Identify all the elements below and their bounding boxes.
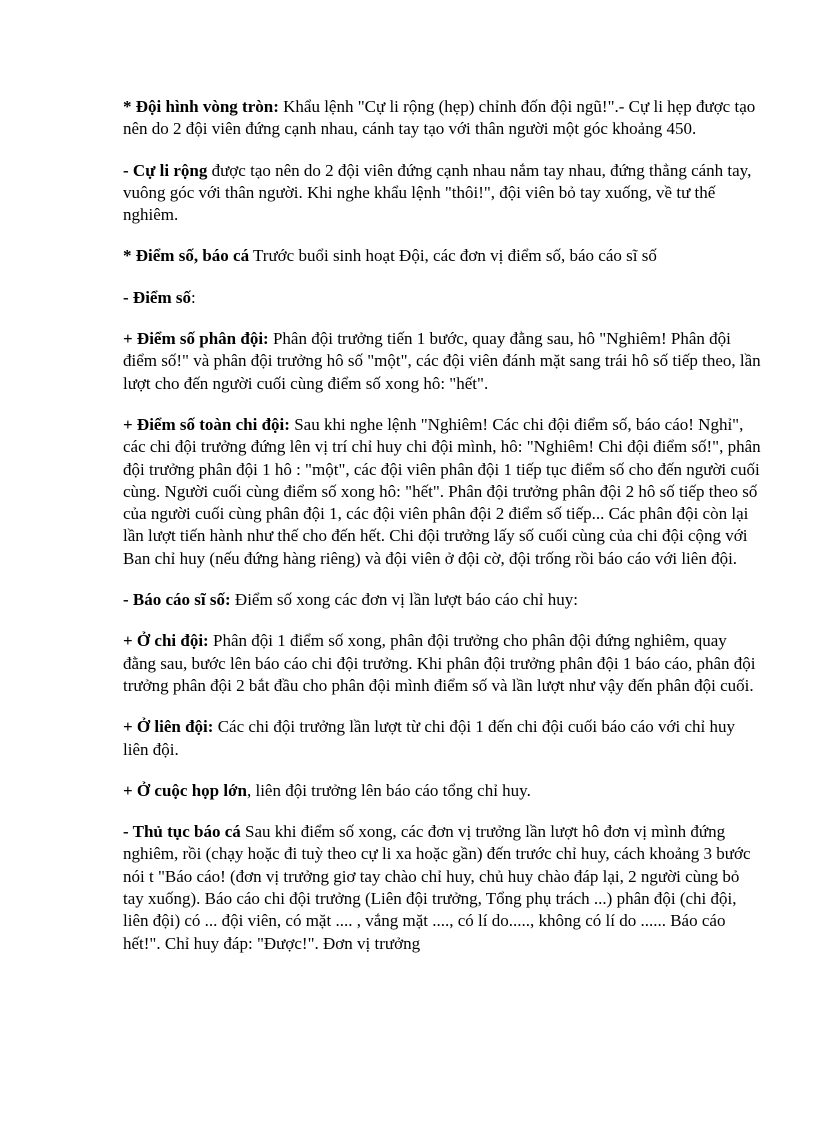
paragraph-heading: + Điểm số toàn chi đội: (123, 414, 290, 434)
paragraph-heading: * Đội hình vòng tròn: (123, 97, 279, 116)
paragraph-text: được tạo nên do 2 đội viên đứng cạnh nhau nắm tay nhau, đứng thẳng cánh tay, vuông góc với thân người. Khi nghe khẩu lệnh "thôi!", đội viên bỏ tay xuống, về tư thế nghiêm. (123, 160, 752, 225)
paragraph-heading: + Điểm số phân đội: (123, 329, 269, 349)
paragraph-text: Điểm số xong các đơn vị lần lượt báo cáo chỉ huy: (230, 590, 578, 610)
paragraph-doi-hinh-vong-tron (123, 96, 763, 141)
paragraph-text: Trước buổi sinh hoạt Đội, các đơn vị điểm số, báo cáo sĩ số (249, 246, 657, 266)
paragraph-o-lien-doi (123, 716, 763, 761)
paragraph-text: Phân đội 1 điểm số xong, phân đội trưởng cho phân đội đứng nghiêm, quay đằng sau, bước lên báo cáo chi đội trưởng. Khi phân đội trưởng phân đội 1 báo cáo, phân đội trưởng phân đội 2 bắt đầu cho phân đội mình điểm số và lần lượt như vậy đến phân đội cuối. (123, 631, 756, 695)
paragraph-text: Sau khi điểm số xong, các đơn vị trưởng lần lượt hô đơn vị mình đứng nghiêm, rồi (chạy hoặc đi tuỳ theo cự li xa hoặc gần) đến trước chỉ huy, cách khoảng 3 bước nói t "Báo cáo! (đơn vị trưởng giơ tay chào chỉ huy, chủ huy chào đáp lại, 2 người cùng bỏ tay xuống). Báo cáo chi đội trưởng (Liên đội trưởng, Tổng phụ trách ...) phân đội (chi đội, liên đội) có ... đội viên, có mặt .... , vắng mặt ...., có lí do....., không có lí do ...... Báo cáo hết!". Chỉ huy đáp: "Được!". Đơn vị trưởng (123, 822, 751, 953)
document-body (123, 96, 763, 974)
paragraph-heading: - Điểm số (123, 287, 191, 307)
paragraph-heading: - Thủ tục báo cá (123, 822, 241, 842)
paragraph-heading: + Ở cuộc họp lớn (123, 780, 247, 800)
paragraph-text: Khẩu lệnh "Cự li rộng (hẹp) chỉnh đốn đội ngũ!".- Cự li hẹp được tạo nên do 2 đội viên đứng cạnh nhau, cánh tay tạo với thân người một góc khoảng 450. (123, 97, 756, 139)
paragraph-diem-so-phan-doi (123, 328, 763, 395)
paragraph-thu-tuc-bao-cao (123, 821, 763, 955)
paragraph-heading: - Báo cáo sĩ số: (123, 590, 231, 610)
paragraph-cu-li-rong (123, 160, 763, 227)
paragraph-text: : (190, 287, 196, 307)
paragraph-heading: * Điểm số, báo cá (123, 246, 250, 266)
paragraph-text: Các chi đội trưởng lần lượt từ chi đội 1 đến chi đội cuối báo cáo với chỉ huy liên đội. (123, 717, 735, 759)
paragraph-diem-so (123, 287, 763, 309)
paragraph-diem-so-toan-chi-doi (123, 414, 763, 570)
paragraph-bao-cao-si-so (123, 589, 763, 611)
paragraph-text: , liên đội trưởng lên báo cáo tổng chỉ huy. (246, 780, 531, 800)
paragraph-o-cuoc-hop-lon (123, 780, 763, 802)
paragraph-text: Phân đội trưởng tiến 1 bước, quay đằng sau, hô "Nghiêm! Phân đội điểm số!" và phân đội trưởng hô số "một", các đội viên đánh mặt sang trái hô số tiếp theo, lần lượt cho đến người cuối cùng điểm số xong hô: "hết". (123, 329, 761, 393)
paragraph-o-chi-doi (123, 630, 763, 697)
paragraph-heading: - Cự li rộng (123, 160, 208, 180)
paragraph-heading: + Ở liên đội: (123, 717, 214, 737)
paragraph-heading: + Ở chi đội: (123, 631, 209, 651)
paragraph-text: Sau khi nghe lệnh "Nghiêm! Các chi đội điểm số, báo cáo! Nghỉ", các chi đội trưởng đứng lên vị trí chỉ huy chi đội mình, hô: "Nghiêm! Chi đội điểm số!", phân đội trưởng phân đội 1 hô : "một", các đội viên phân đội 1 tiếp tục điểm số cho đến người cuối cùng. Người cuối cùng điểm số xong hô: "hết". Phân đội trưởng phân đội 2 hô số tiếp theo số của người cuối cùng phân đội 1, các đội viên phân đội 2 điểm số tiếp... Các phân đội còn lại lần lượt tiến hành như thế cho đến hết. Chi đội trưởng lấy số cuối cùng của chi đội cộng với Ban chỉ huy (nếu đứng hàng riêng) và đội viên ở đội cờ, đội trống rồi báo cáo với liên đội. (123, 414, 761, 568)
paragraph-diem-so-bao-cao (123, 245, 763, 267)
